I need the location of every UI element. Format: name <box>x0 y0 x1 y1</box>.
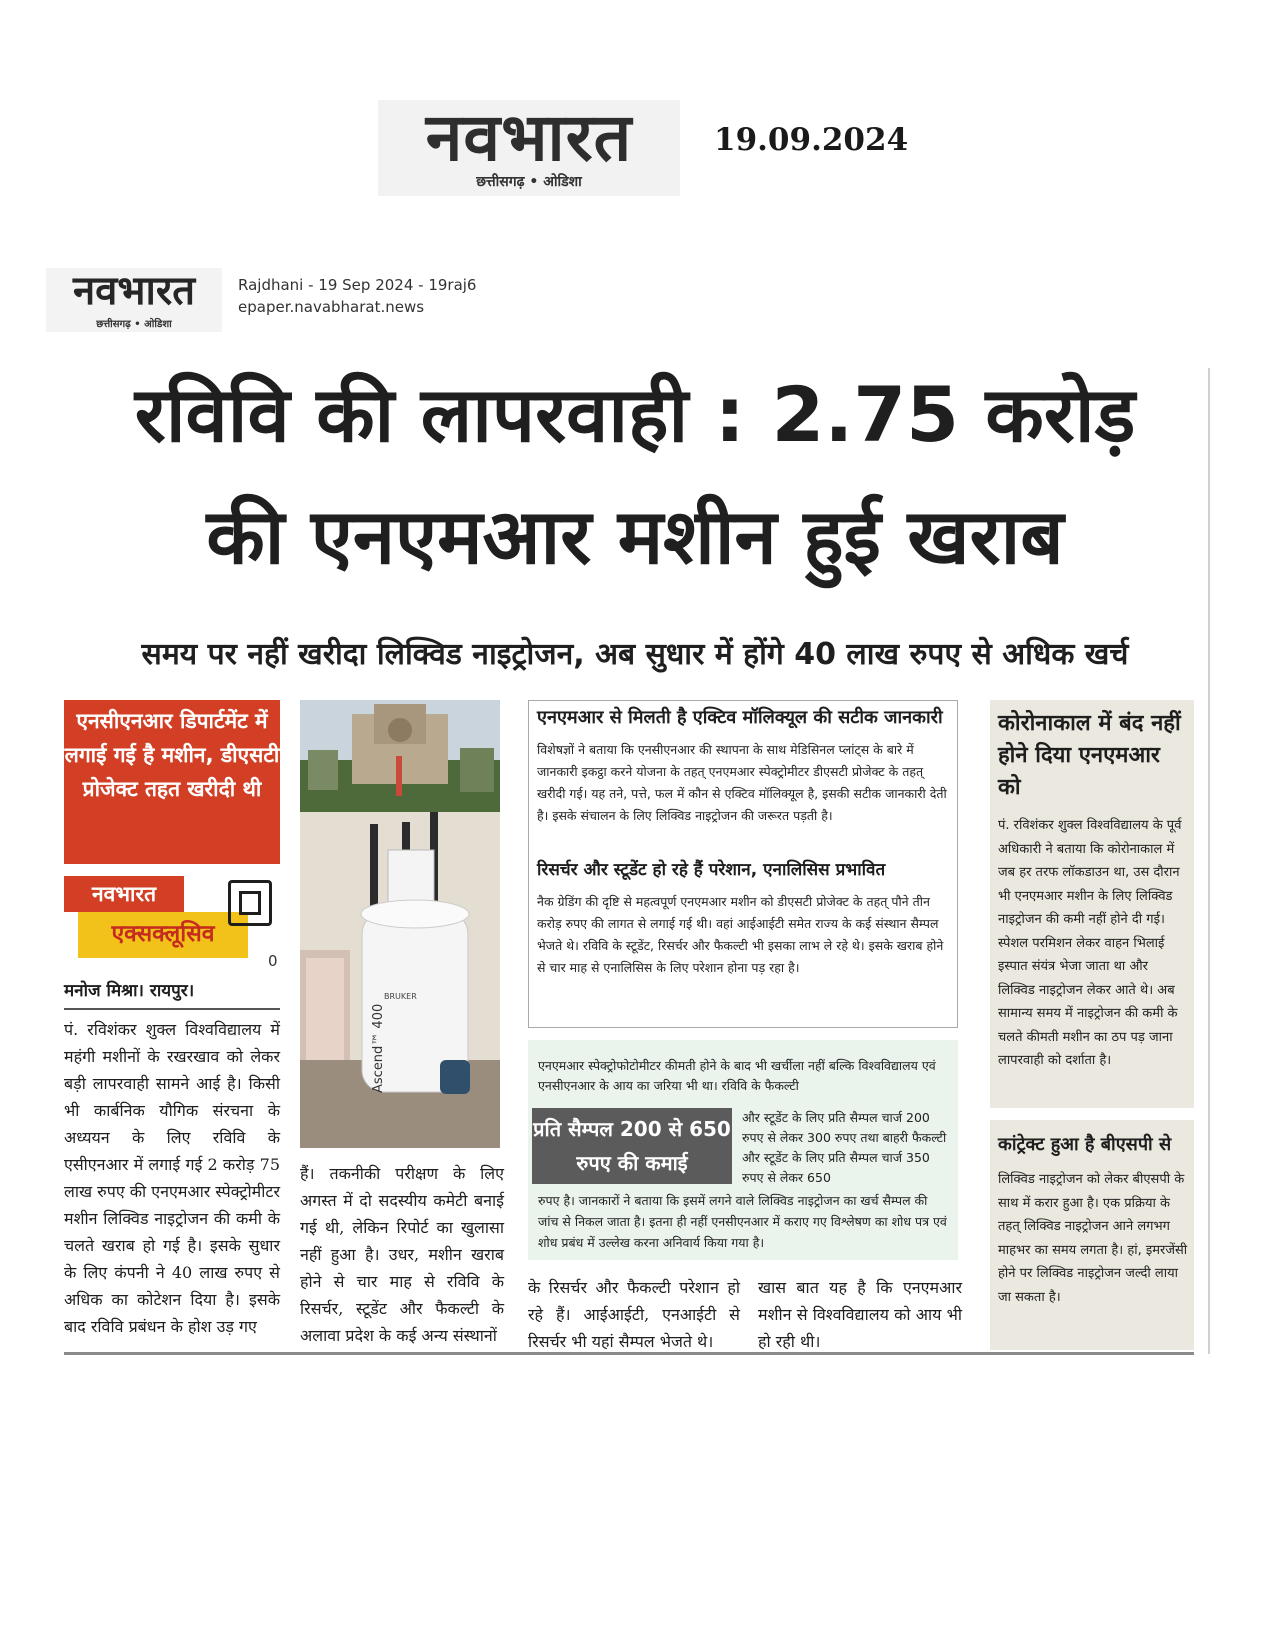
masthead-name: नवभारत <box>425 99 633 176</box>
sidebar-corona-heading: कोरोनाकाल में बंद नहीं होने दिया एनएमआर को <box>998 711 1181 800</box>
epaper-region: छत्तीसगढ़ • ओडिशा <box>96 319 172 330</box>
publication-date: 19.09.2024 <box>714 122 909 158</box>
masthead-region: छत्तीसगढ़ • ओडिशा <box>476 174 582 190</box>
nmr-box-heading: एनएमआर से मिलती है एक्टिव मॉलिक्यूल की सटीक जानकारी <box>537 707 943 728</box>
badge-mark: 0 <box>268 952 278 970</box>
epaper-name: नवभारत <box>72 268 196 314</box>
exclusive-badge-bottom: एक्सक्लूसिव <box>78 912 248 958</box>
subheadline: समय पर नहीं खरीदा लिक्विड नाइट्रोजन, अब सुधार में होंगे 40 लाख रुपए से अधिक खर्च <box>141 637 1129 672</box>
epaper-edition: Rajdhani - 19 Sep 2024 - 19raj6 <box>238 276 477 294</box>
exclusive-badge-top: नवभारत <box>64 876 184 912</box>
exclusive-icon <box>228 880 272 926</box>
epaper-logo <box>46 268 222 332</box>
headline-line2: की एनएमआर मशीन हुई खराब <box>206 492 1064 581</box>
highlight-box: एनसीएनआर डिपार्टमेंट में लगाई गई है मशीन, डीएसटी प्रोजेक्ट तहत खरीदी थी <box>64 700 280 864</box>
nmr-info-box <box>528 700 958 1028</box>
sidebar-box-contract <box>990 1120 1194 1350</box>
earning-callout: प्रति सैम्पल 200 से 650 रुपए की कमाई <box>532 1108 732 1184</box>
earning-box-para3: रुपए है। जानकारों ने बताया कि इसमें लगने वाले लिक्विड नाइट्रोजन का खर्च सैम्पल की जांच से निकल जाता है। इतना ही नहीं एनसीएनआर में कराए गए विश्लेषण का शोध पत्र एवं शोध प्रबंध में उल्लेख करना अनिवार्य किया गया है। <box>538 1193 947 1250</box>
epaper-site: epaper.navabharat.news <box>238 298 425 316</box>
exclusive-badge <box>64 876 248 960</box>
sidebar-contract-body: लिक्विड नाइट्रोजन को लेकर बीएसपी के साथ में करार हुआ है। एक प्रक्रिया के तहत् लिक्विड नाइट्रोजन आने लगभग माहभर का समय लगता है। हां, इमरजेंसी होने पर लिक्विड नाइट्रोजन जल्दी लाया जा सकता है। <box>998 1172 1188 1305</box>
byline: मनोज मिश्रा। रायपुर। <box>64 981 195 1001</box>
earning-box-para1: एनएमआर स्पेक्ट्रोफोटोमीटर कीमती होने के बाद भी खर्चीला नहीं बल्कि विश्वविद्यालय एवं एनसीएनआर के आय का जरिया भी था। रविवि के फैकल्टी <box>538 1058 936 1093</box>
article-body-col3a: के रिसर्चर और फैकल्टी परेशान हो रहे हैं। आईआईटी, एनआईटी से रिसर्चर भी यहां सैम्पल भेजते थे। <box>528 1278 740 1351</box>
sidebar-box-corona <box>990 700 1194 1108</box>
earning-box <box>528 1040 958 1260</box>
page-edge-rule <box>1208 368 1210 1354</box>
photo-machine-label: Ascend™ 400 <box>371 1003 386 1093</box>
sidebar-contract-heading: कांट्रेक्ट हुआ है बीएसपी से <box>998 1134 1172 1155</box>
nmr-box-para1: विशेषज्ञों ने बताया कि एनसीएनआर की स्थापना के साथ मेडिसिनल प्लांट्स के बारे में जानकारी इकट्ठा करने योजना के तहत् एनएमआर स्पेक्ट्रोमीटर डीएसटी प्रोजेक्ट के तहत् खरीदी गई। यह तने, पत्ते, फल में कौन से एक्टिव मॉलिक्यूल है, इसकी सटीक जानकारी देती है। इसके संचालन के लिए लिक्विड नाइट्रोजन की जरूरत पड़ती है। <box>537 742 947 823</box>
article-body-col1: पं. रविशंकर शुक्ल विश्वविद्यालय में महंगी मशीनों के रखरखाव को लेकर बड़ी लापरवाही सामने आई है। किसी भी कार्बनिक यौगिक संरचना के अध्ययन के लिए रविवि के एसीएनआर में लगाई गई 2 करोड़ 75 लाख रुपए की एनएमआर स्पेक्ट्रोमीटर मशीन लिक्विड नाइट्रोजन की कमी के चलते खराब हो गई है। इसके सुधार के लिए कंपनी ने 40 लाख रुपए से अधिक का कोटेशन दिया है। इसके बाद रविवि प्रबंधन के होश उड़ गए <box>64 1020 280 1336</box>
nmr-box-para2: नैक ग्रेडिंग की दृष्टि से महत्वपूर्ण एनएमआर मशीन को डीएसटी प्रोजेक्ट के तहत् पौने तीन करोड़ रुपए की लागत से लगाई गई थी। वहां आईआईटी समेत राज्य के कई संस्थान सैम्पल भेजते थे। रविवि के स्टूडेंट, रिसर्चर और फैकल्टी भी इसका लाभ ले रहे थे। इसके खराब होने से चार माह से एनालिसिस के लिए परेशान होना पड़ रहा है। <box>537 894 944 975</box>
photo-brand-label: BRUKER <box>384 992 417 1001</box>
photo-illustration <box>300 700 500 1148</box>
article-photo <box>300 700 500 1148</box>
article-body-col2: हैं। तकनीकी परीक्षण के लिए अगस्त में दो सदस्यीय कमेटी बनाई गई थी, लेकिन रिपोर्ट का खुलासा नहीं हुआ है। उधर, मशीन खराब होने से चार माह से रविवि के रिसर्चर, स्टूडेंट और फैकल्टी के अलावा प्रदेश के कई अन्य संस्थानों <box>300 1164 504 1345</box>
bottom-divider <box>64 1352 1194 1355</box>
sidebar-corona-body: पं. रविशंकर शुक्ल विश्वविद्यालय के पूर्व अधिकारी ने बताया कि कोरोनाकाल में जब हर तरफ लॉकडाउन था, उस दौरान भी एनएमआर मशीन के लिए लिक्विड नाइट्रोजन की कमी नहीं होने दी गई। स्पेशल परमिशन लेकर वाहन भिलाई इस्पात संयंत्र भेजा जाता था और लिक्विड नाइट्रोजन लेकर आते थे। अब सामान्य समय में नाइट्रोजन की कमी के चलते कीमती मशीन का ठप पड़ जाना लापरवाही को दर्शाता है। <box>998 818 1182 1068</box>
headline-line1: रविवि की लापरवाही : 2.75 करोड़ <box>134 370 1136 459</box>
earning-box-para2: और स्टूडेंट के लिए प्रति सैम्पल चार्ज 200 रुपए से लेकर 300 रुपए तथा बाहरी फैकल्टी और स्टूडेंट के लिए प्रति सैम्पल चार्ज 350 रुपए से लेकर 650 <box>742 1110 947 1185</box>
masthead-logo <box>378 100 680 196</box>
byline-divider <box>64 1008 280 1010</box>
article-body-col3b: खास बात यह है कि एनएमआर मशीन से विश्वविद्यालय को आय भी हो रही थी। <box>758 1278 962 1351</box>
nmr-box-heading2: रिसर्चर और स्टूडेंट हो रहे हैं परेशान, एनालिसिस प्रभावित <box>537 860 886 880</box>
